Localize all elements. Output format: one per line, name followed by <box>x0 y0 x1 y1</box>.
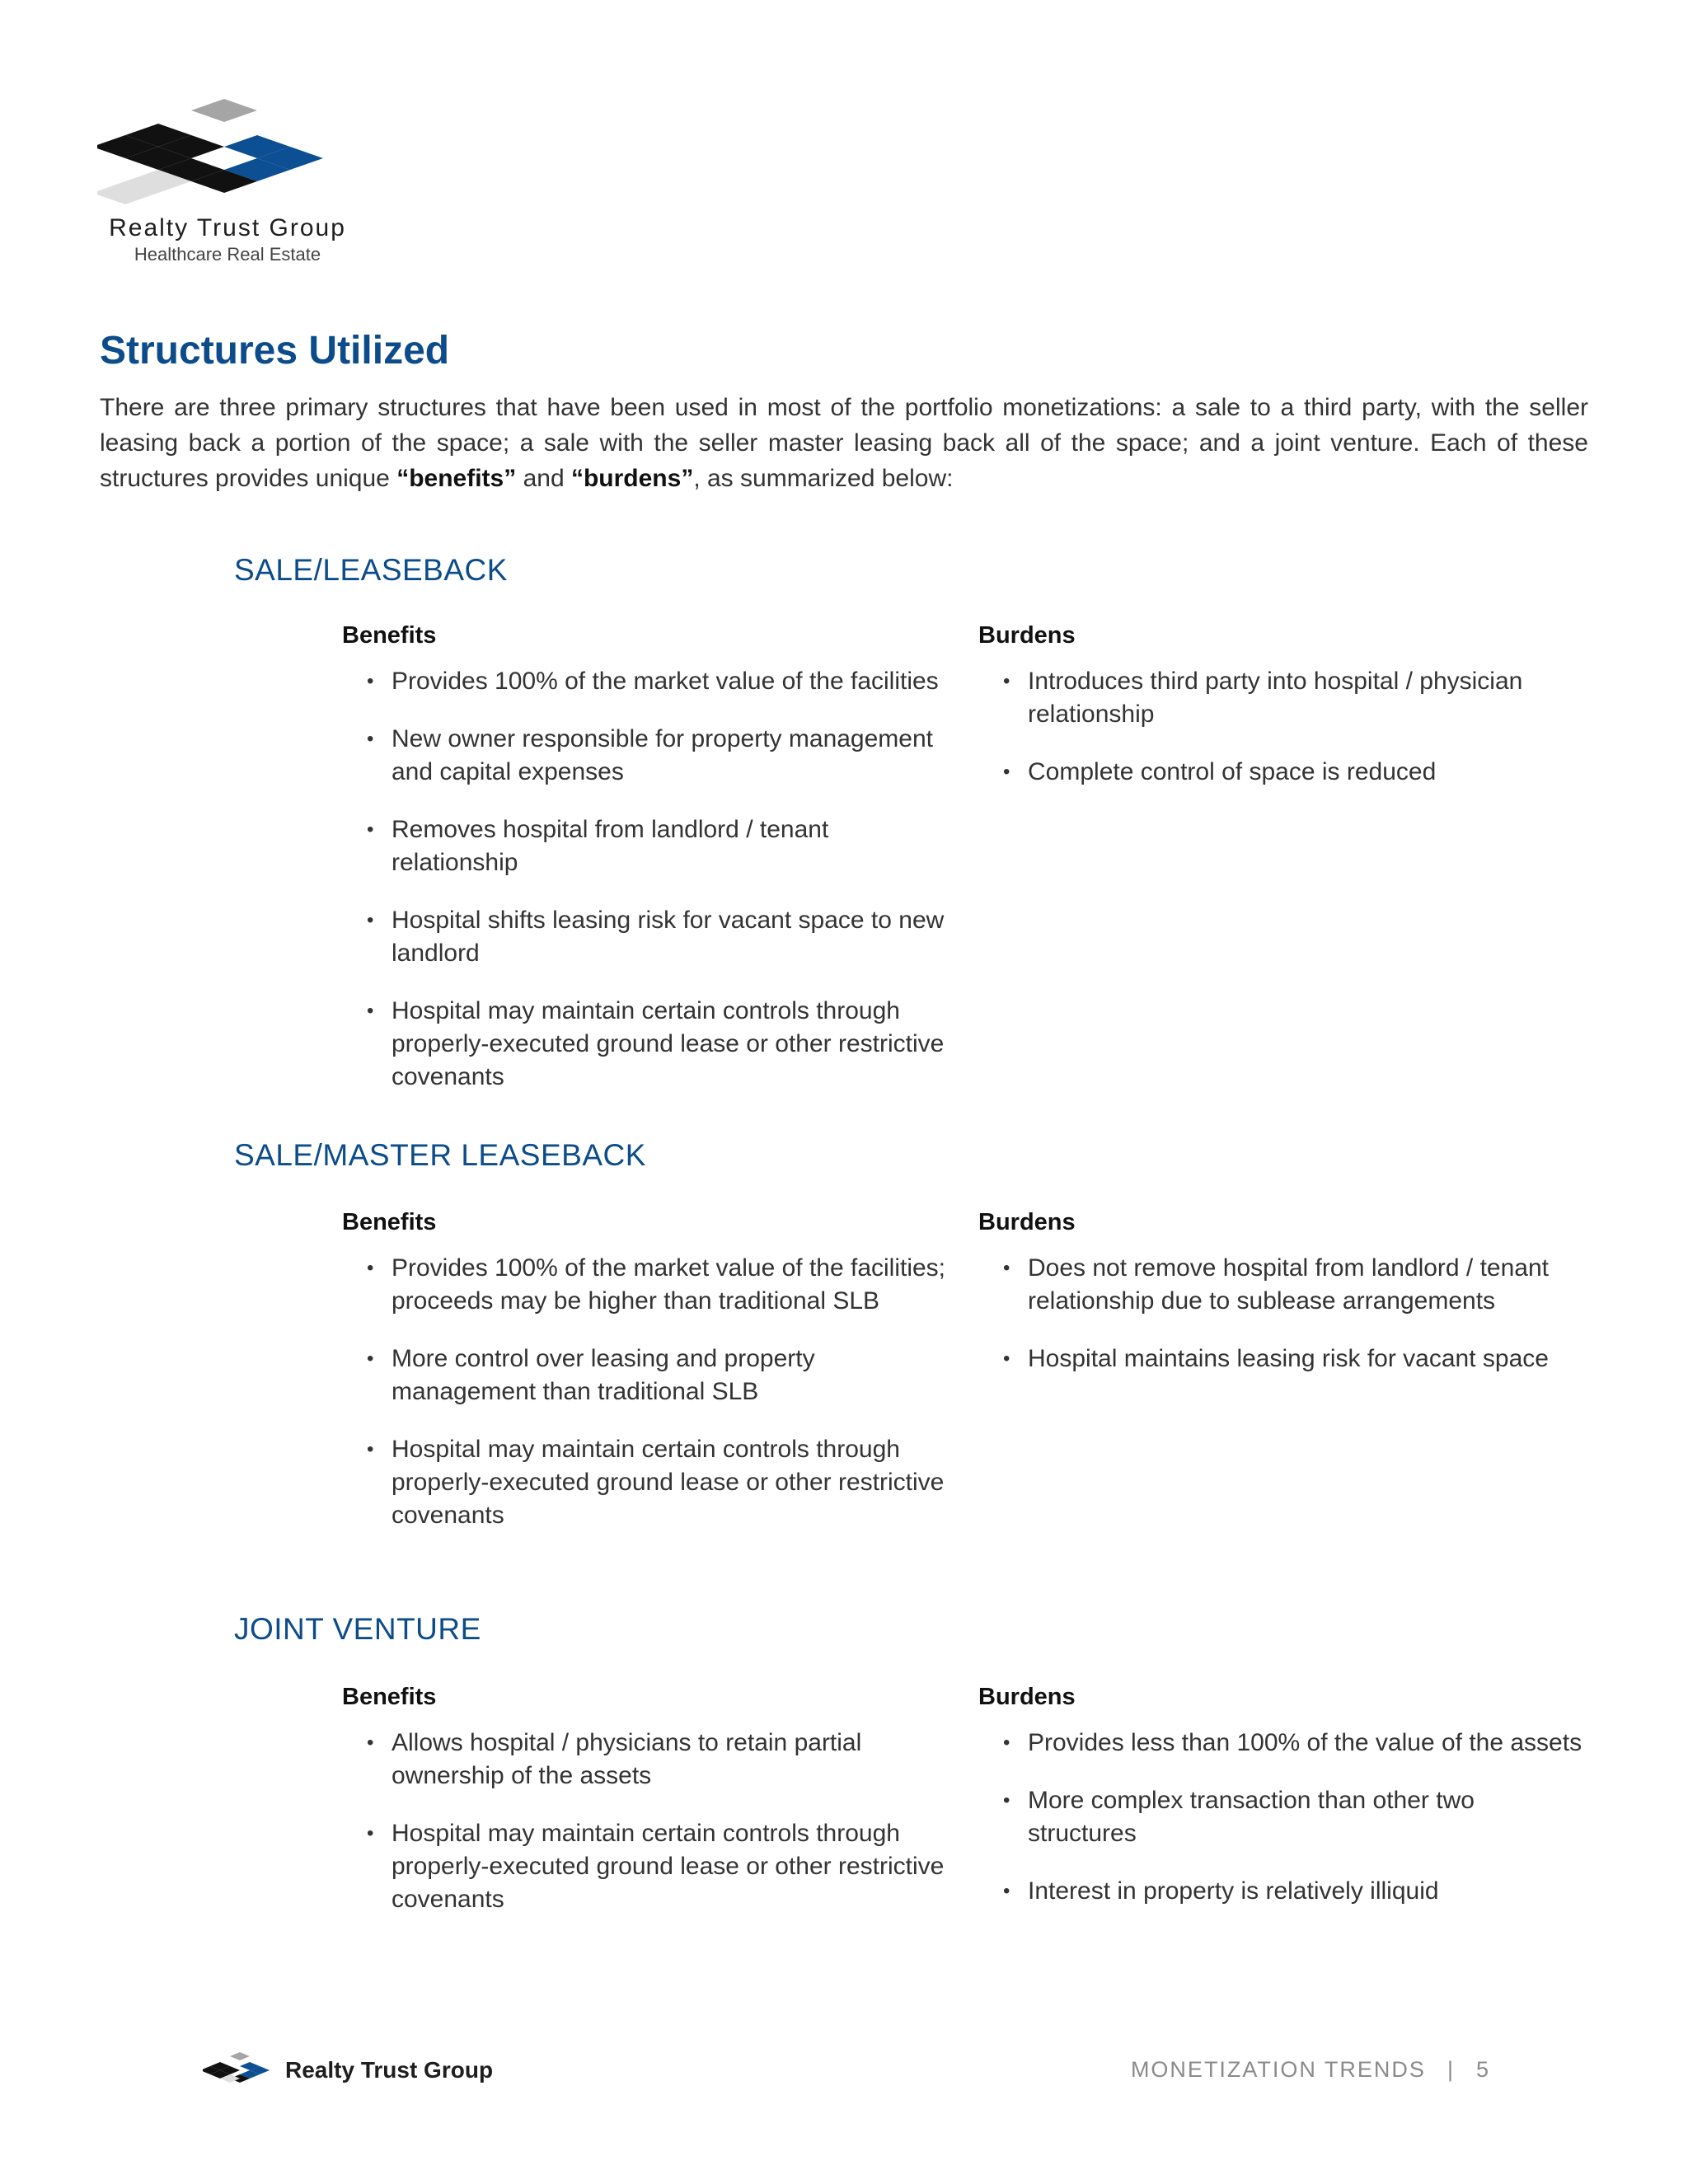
footer-page-info <box>1131 2057 1490 2083</box>
list-item <box>367 1343 960 1408</box>
list-item-text: Hospital shifts leasing risk for vacant space to new landlord <box>392 907 945 967</box>
list-item <box>1003 665 1588 731</box>
list-item <box>1003 1727 1588 1760</box>
list-item <box>367 1727 960 1793</box>
bullet-icon: • <box>1003 761 1010 783</box>
list-item-text: Allows hospital / physicians to retain partial ownership of the assets <box>392 1729 862 1789</box>
list-item <box>1003 1343 1588 1376</box>
bullet-icon: • <box>367 1347 374 1370</box>
list-item <box>367 1433 960 1532</box>
list-item <box>1003 756 1588 789</box>
list-item-text: Provides less than 100% of the value of the assets <box>1028 1729 1582 1756</box>
list-item-text: More complex transaction than other two structures <box>1028 1787 1475 1847</box>
list-item <box>367 904 960 970</box>
bullet-icon: • <box>367 1822 374 1844</box>
list-item <box>367 1252 960 1318</box>
bullet-icon: • <box>1003 1880 1010 1902</box>
list-item-text: Hospital maintains leasing risk for vacant space <box>1028 1345 1549 1372</box>
list-item <box>367 665 960 698</box>
page-title: Structures Utilized <box>100 329 450 373</box>
bullet-icon: • <box>1003 1732 1010 1754</box>
bullet-icon: • <box>367 728 374 750</box>
intro-text-start: There are three primary structures that have been used in most of the portfolio monetizations: a sale to a third party, with the seller leasing back a portion of the space; a sale with the seller master leasing back all of the space; and a joint venture. Each of these structures provides unique <box>100 394 1588 492</box>
benefits-list-sale-leaseback <box>367 665 960 1118</box>
bullet-icon: • <box>1003 670 1010 692</box>
list-item <box>1003 1875 1588 1908</box>
list-item-text: Hospital may maintain certain controls through properly-executed ground lease or other restrictive covenants <box>392 1436 945 1529</box>
intro-burdens-term: “burdens” <box>570 465 694 492</box>
list-item-text: Interest in property is relatively illiquid <box>1028 1877 1439 1905</box>
footer-doc-title: MONETIZATION TRENDS <box>1130 2057 1426 2082</box>
list-item-text: More control over leasing and property management than traditional SLB <box>392 1345 815 1405</box>
bullet-icon: • <box>367 1438 374 1460</box>
intro-benefits-term: “benefits” <box>396 465 517 492</box>
list-item-text: Introduces third party into hospital / physician relationship <box>1028 668 1523 728</box>
benefits-heading: Benefits <box>342 1209 437 1235</box>
bullet-icon: • <box>367 1732 374 1754</box>
footer-logo-icon <box>203 2050 277 2092</box>
intro-paragraph <box>100 390 1588 496</box>
list-item-text: New owner responsible for property management and capital expenses <box>392 725 933 785</box>
list-item-text: Complete control of space is reduced <box>1028 758 1437 785</box>
list-item-text: Removes hospital from landlord / tenant relationship <box>392 816 829 876</box>
list-item <box>367 813 960 879</box>
list-item <box>1003 1252 1588 1318</box>
section-heading-joint-venture: JOINT VENTURE <box>234 1612 481 1646</box>
burdens-heading: Burdens <box>978 1684 1076 1710</box>
section-heading-sale-master-leaseback: SALE/MASTER LEASEBACK <box>234 1138 646 1172</box>
company-logo <box>97 97 353 274</box>
list-item-text: Provides 100% of the market value of the facilities <box>392 668 939 695</box>
burdens-heading: Burdens <box>978 1209 1076 1235</box>
list-item <box>367 723 960 789</box>
bullet-icon: • <box>1003 1347 1010 1370</box>
intro-text-middle: and <box>516 465 571 492</box>
intro-text-end: , as summarized below: <box>693 465 954 492</box>
benefits-list-sale-master-leaseback <box>367 1252 960 1557</box>
list-item-text: Hospital may maintain certain controls through properly-executed ground lease or other restrictive covenants <box>392 1820 945 1913</box>
footer-separator: | <box>1447 2057 1455 2082</box>
burdens-list-sale-master-leaseback <box>1003 1252 1588 1400</box>
bullet-icon: • <box>367 1000 374 1022</box>
list-item <box>367 1817 960 1916</box>
bullet-icon: • <box>1003 1257 1010 1279</box>
diamond-grid-logo-icon <box>97 97 353 213</box>
list-item <box>1003 1784 1588 1850</box>
logo-company-name: Realty Trust Group <box>109 214 346 241</box>
section-heading-sale-leaseback: SALE/LEASEBACK <box>234 553 508 587</box>
burdens-list-sale-leaseback <box>1003 665 1588 813</box>
bullet-icon: • <box>1003 1789 1010 1811</box>
list-item-text: Provides 100% of the market value of the facilities; proceeds may be higher than traditional SLB <box>392 1254 946 1315</box>
page-number: 5 <box>1475 2057 1490 2082</box>
list-item <box>367 995 960 1094</box>
benefits-list-joint-venture <box>367 1727 960 1941</box>
list-item-text: Does not remove hospital from landlord / tenant relationship due to sublease arrangements <box>1028 1254 1550 1315</box>
list-item-text: Hospital may maintain certain controls through properly-executed ground lease or other restrictive covenants <box>392 997 945 1090</box>
burdens-list-joint-venture <box>1003 1727 1588 1933</box>
bullet-icon: • <box>367 909 374 931</box>
footer-brand: Realty Trust Group <box>285 2057 494 2083</box>
burdens-heading: Burdens <box>978 622 1076 649</box>
bullet-icon: • <box>367 670 374 692</box>
benefits-heading: Benefits <box>342 622 437 649</box>
bullet-icon: • <box>367 818 374 841</box>
bullet-icon: • <box>367 1257 374 1279</box>
benefits-heading: Benefits <box>342 1684 437 1710</box>
logo-tagline: Healthcare Real Estate <box>134 244 321 265</box>
